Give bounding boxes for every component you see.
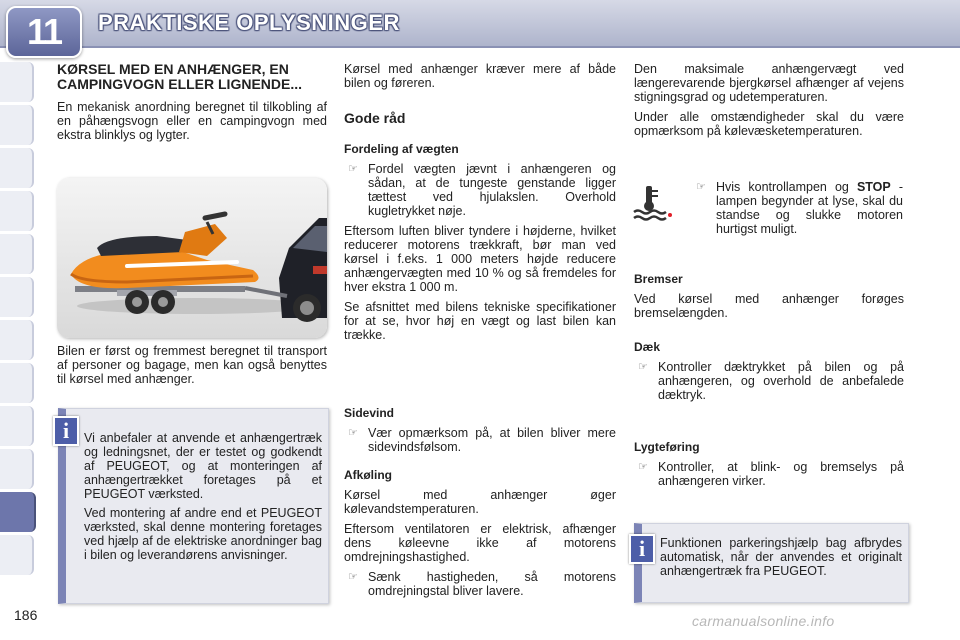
tyres-heading: Dæk <box>634 340 661 354</box>
body-text: Under alle omstændigheder skal du være opmærksom på kølevæsketemperaturen. <box>634 110 904 138</box>
pointing-hand-icon: ☞ <box>348 427 358 439</box>
column-2-lower <box>344 406 616 604</box>
intro-text: En mekanisk anordning beregnet til tilkobling af en påhængsvogn eller en campingvogn med ekstra blinklys og lygter. <box>57 100 327 142</box>
chapter-tab[interactable] <box>0 105 34 145</box>
body-text: Eftersom ventilatoren er elektrisk, afhænger dens køleevne ikke af motorens omdrejningshastighed. <box>344 522 616 564</box>
list-item: ☞ Fordel vægten jævnt i anhængeren og sådan, at de tungeste genstande ligger tættest ved hjulakslen. Overhold kugletrykket nøje. <box>348 162 616 218</box>
chapter-tab-active[interactable] <box>0 492 36 532</box>
trailer-illustration <box>57 178 327 338</box>
page-title: PRAKTISKE OPLYSNINGER <box>98 10 400 35</box>
jetski-trailer-icon <box>57 178 327 338</box>
info-text: Vi anbefaler at anvende et anhængertræk og ledningsnet, der er testet og godkendt af PEUGEOT, og at monteringen af anhængertrækket foretages på et PEUGEOT værksted. <box>84 431 322 501</box>
chapter-tab[interactable] <box>0 406 34 446</box>
chapter-tab[interactable] <box>0 535 34 575</box>
chapter-tab[interactable] <box>0 191 34 231</box>
body-text: Eftersom luften bliver tyndere i højderne, hvilket reducerer motorens trækkraft, bør man ved kørsel i f.eks. 1 000 meters højde reducere anhængervægten med 10 % og så fremdeles for hver ekstra 1 000 m. <box>344 224 616 294</box>
info-icon: i <box>629 534 655 564</box>
body-text: Ved kørsel med anhænger forøges bremselængden. <box>634 292 904 320</box>
warning-note <box>692 180 903 242</box>
intro-text: Kørsel med anhænger kræver mere af både bilen og føreren. <box>344 62 616 90</box>
list-item: ☞ Kontroller dæktrykket på bilen og på anhængeren, og overhold de anbefalede dæktryk. <box>638 360 904 402</box>
list-item: ☞ Hvis kontrollampen og STOP -lampen begynder at lyse, skal du standse og slukke motoren hurtigst muligt. <box>696 180 903 236</box>
info-icon: i <box>53 416 79 446</box>
crosswind-heading: Sidevind <box>344 406 395 420</box>
pointing-hand-icon: ☞ <box>348 571 358 583</box>
body-text: Kørsel med anhænger øger kølevandstemperaturen. <box>344 488 616 516</box>
body-text: Se afsnittet med bilens tekniske specifikationer for at se, hvor høj en vægt og last bilen kan trække. <box>344 300 616 342</box>
pointing-hand-icon: ☞ <box>638 361 648 373</box>
column-2 <box>344 62 616 348</box>
chapter-tab[interactable] <box>0 449 34 489</box>
page-number: 186 <box>14 607 38 623</box>
info-text: Ved montering af andre end et PEUGEOT værksted, skal denne montering foretages ved hjælp af de elektriske anordninger bag i bilen og leverandørens anvisninger. <box>84 506 322 562</box>
column-1 <box>57 62 327 148</box>
list-item: ☞ Sænk hastigheden, så motorens omdrejningstal bliver lavere. <box>348 570 616 598</box>
usage-text: Bilen er først og fremmest beregnet til transport af personer og bagage, men kan også benyttes til kørsel med anhænger. <box>57 344 327 386</box>
chapter-tab[interactable] <box>0 277 34 317</box>
list-item: ☞ Kontroller, at blink- og bremselys på anhængeren virker. <box>638 460 904 488</box>
chapter-tab[interactable] <box>0 148 34 188</box>
info-text: Funktionen parkeringshjælp bag afbrydes automatisk, når der anvendes et originalt anhængertræk fra PEUGEOT. <box>660 536 902 578</box>
section-heading: KØRSEL MED EN ANHÆNGER, EN CAMPINGVOGN ELLER LIGNENDE... <box>57 61 303 92</box>
stop-label: STOP <box>856 180 891 194</box>
chapter-tabs <box>0 62 36 578</box>
column-3 <box>634 62 904 144</box>
chapter-tab[interactable] <box>0 62 34 102</box>
weight-heading: Fordeling af vægten <box>344 142 459 156</box>
pointing-hand-icon: ☞ <box>638 461 648 473</box>
info-box-right <box>634 523 909 603</box>
chapter-badge: 11 <box>6 6 82 58</box>
chapter-tab[interactable] <box>0 234 34 274</box>
body-text: Den maksimale anhængervægt ved længerevarende bjergkørsel afhænger af vejens stigningsgrad og udetemperaturen. <box>634 62 904 104</box>
watermark: carmanualsonline.info <box>692 613 835 629</box>
info-box-left <box>58 408 329 604</box>
lights-heading: Lygteføring <box>634 440 700 454</box>
pointing-hand-icon: ☞ <box>348 163 358 175</box>
chapter-tab[interactable] <box>0 320 34 360</box>
cooling-heading: Afkøling <box>344 468 392 482</box>
column-1-lower <box>57 344 327 392</box>
chapter-tab[interactable] <box>0 363 34 403</box>
advice-heading: Gode råd <box>344 110 406 126</box>
pointing-hand-icon: ☞ <box>696 181 706 193</box>
brakes-heading: Bremser <box>634 272 683 286</box>
list-item: ☞ Vær opmærksom på, at bilen bliver mere sidevindsfølsom. <box>348 426 616 454</box>
column-3-lower <box>634 272 904 494</box>
coolant-temperature-icon <box>632 184 672 224</box>
